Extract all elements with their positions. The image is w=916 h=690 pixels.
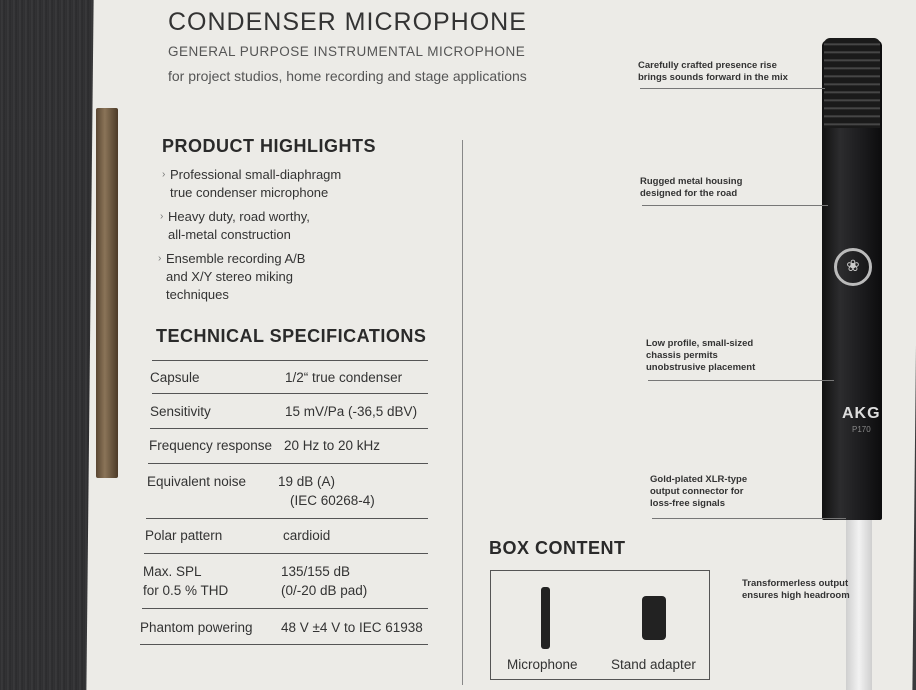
highlight-item-2: › Heavy duty, road worthy, all-metal construction (160, 209, 310, 242)
callout-leader (640, 88, 825, 89)
spec-value-max-spl: 135/155 dB (0/-20 dB pad) (281, 564, 368, 598)
microphone-icon (541, 587, 550, 649)
spec-divider (144, 553, 428, 554)
highlight-item-3: › Ensemble recording A/B and X/Y stereo miking techniques (158, 251, 306, 302)
spec-value-polar: cardioid (283, 528, 331, 543)
callout-housing: Rugged metal housing designed for the road (640, 176, 743, 199)
spec-divider (140, 644, 428, 645)
callout-profile: Low profile, small-sized chassis permits unobstrusive placement (646, 338, 756, 373)
callout-leader (652, 518, 846, 519)
spec-label-frequency: Frequency response (149, 438, 273, 453)
spec-divider (152, 360, 428, 361)
product-subtitle: GENERAL PURPOSE INSTRUMENTAL MICROPHONE (168, 44, 526, 59)
spec-divider (150, 428, 428, 429)
column-divider (462, 140, 463, 685)
spec-value-sensitivity: 15 mV/Pa (-36,5 dBV) (285, 404, 418, 419)
model-label: P170 (852, 425, 871, 434)
spec-label-sensitivity: Sensitivity (150, 404, 211, 419)
spec-divider (142, 608, 428, 609)
spec-value-noise: 19 dB (A) (IEC 60268-4) (278, 474, 375, 508)
specs-heading: TECHNICAL SPECIFICATIONS (156, 326, 427, 346)
brand-logo: AKG (842, 405, 881, 422)
callout-transformerless: Transformerless output ensures high headroom (742, 578, 850, 601)
highlight-item-1: › Professional small-diaphragm true condenser microphone (162, 167, 342, 200)
spec-divider (146, 518, 428, 519)
spec-value-frequency: 20 Hz to 20 kHz (284, 438, 381, 453)
stand-adapter-icon (642, 596, 666, 640)
spec-label-max-spl: Max. SPL for 0.5 % THD (143, 564, 229, 598)
akg-logo-icon: ❀ (834, 248, 872, 286)
spec-label-noise: Equivalent noise (147, 474, 247, 489)
spec-divider (152, 393, 428, 394)
callout-leader (648, 380, 834, 381)
product-title: CONDENSER MICROPHONE (168, 8, 527, 36)
spec-divider (148, 463, 428, 464)
xlr-connector (846, 520, 872, 690)
box-content-heading: BOX CONTENT (489, 538, 626, 558)
spec-label-capsule: Capsule (150, 370, 200, 385)
highlights-heading: PRODUCT HIGHLIGHTS (162, 136, 376, 156)
box-item-microphone: Microphone (507, 657, 578, 672)
product-tagline: for project studios, home recording and stage applications (168, 68, 527, 84)
callout-connector: Gold-plated XLR-type output connector for loss-free signals (650, 474, 748, 509)
box-item-stand-adapter: Stand adapter (611, 657, 696, 672)
spec-label-phantom: Phantom powering (140, 620, 253, 635)
spec-value-capsule: 1/2“ true condenser (285, 370, 403, 385)
spec-value-phantom: 48 V ±4 V to IEC 61938 (281, 620, 423, 635)
callout-presence: Carefully crafted presence rise brings sounds forward in the mix (638, 60, 788, 83)
callout-leader (642, 205, 828, 206)
box-spine (96, 108, 118, 478)
spec-label-polar: Polar pattern (145, 528, 223, 543)
microphone-grille (824, 38, 880, 128)
